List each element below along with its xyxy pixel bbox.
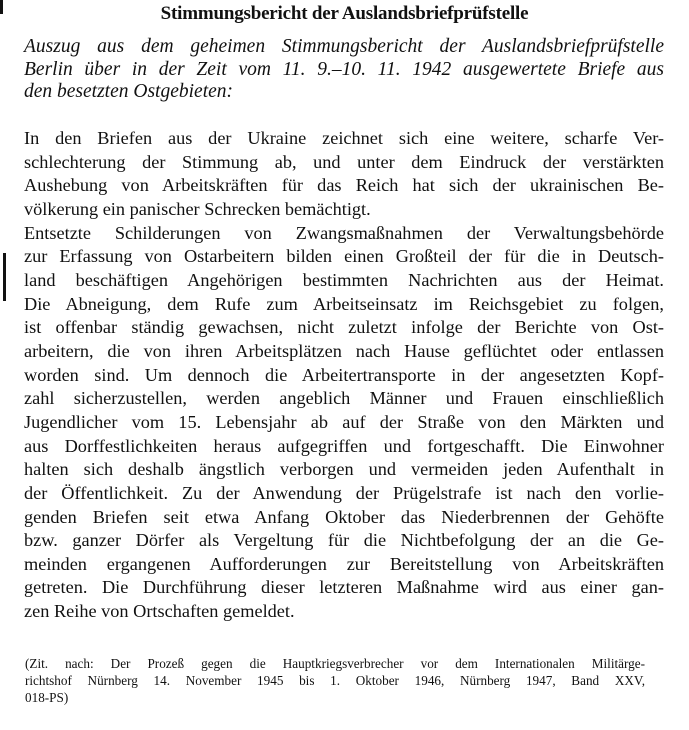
body-line: zur Erfassung von Ostarbeitern bilden einen Großteil der für die in Deutsch- xyxy=(24,246,664,267)
body-line: ist offenbar ständig gewachsen, nicht zuletzt infolge der Berichte von Ost- xyxy=(24,317,664,338)
body-line: zen Reihe von Ortschaften gemeldet. xyxy=(24,601,295,622)
scan-edge-mark xyxy=(3,253,6,301)
body-line: halten sich deshalb ängstlich verborgen und vermeiden jeden Aufenthalt in xyxy=(24,459,664,480)
body-line: schlechterung der Stimmung ab, und unter dem Eindruck der verstärkten xyxy=(24,151,664,172)
body-line: Jugendlicher vom 15. Lebensjahr ab auf der Straße von den Märkten und xyxy=(24,411,664,432)
body-paragraph xyxy=(24,127,664,222)
body-line: der Öffentlichkeit. Zu der Anwendung der Prügelstrafe ist nach den vorlie- xyxy=(24,482,664,503)
body-line: genden Briefen seit etwa Anfang Oktober das Niederbrennen der Gehöfte xyxy=(24,506,664,527)
body-text xyxy=(24,127,664,624)
body-line: Die Abneigung, dem Rufe zum Arbeitseinsatz im Reichsgebiet zu folgen, xyxy=(24,293,664,314)
body-line: In den Briefen aus der Ukraine zeichnet sich eine weitere, scharfe Ver- xyxy=(24,128,664,148)
body-paragraph xyxy=(24,222,664,624)
lead-line: den besetzten Ostgebieten: xyxy=(24,81,234,102)
body-line: aus Dorffestlichkeiten heraus aufgegriffen und fortgeschafft. Die Einwohner xyxy=(24,435,664,456)
body-line: arbeitern, die von ihren Arbeitsplätzen nach Hause geflüchtet oder entlassen xyxy=(24,340,664,361)
lead-line: Auszug aus dem geheimen Stimmungsbericht der Auslandsbriefprüfstelle xyxy=(24,36,664,57)
document-title: Stimmungsbericht der Auslandsbriefprüfstelle xyxy=(160,3,529,24)
citation-line: 018-PS) xyxy=(25,690,69,705)
body-line: land beschäftigen Angehörigen bestimmten Nachrichten aus der Heimat. xyxy=(24,269,664,290)
citation-line: (Zit. nach: Der Prozeß gegen die Hauptkriegsverbrecher vor dem Internationalen Militärge- xyxy=(25,656,645,671)
citation-line: richtshof Nürnberg 14. November 1945 bis 1. Oktober 1946, Nürnberg 1947, Band XXV, xyxy=(25,673,645,688)
body-line: worden sind. Um dennoch die Arbeitertransporte in der angesetzten Kopf- xyxy=(24,364,664,385)
body-line: zahl sicherzustellen, werden angeblich Männer und Frauen einschließlich xyxy=(24,388,664,409)
body-line: Entsetzte Schilderungen von Zwangsmaßnahmen der Verwaltungsbehörde xyxy=(24,222,664,243)
body-line: bzw. ganzer Dörfer als Vergeltung für die Nichtbefolgung der an die Ge- xyxy=(24,530,664,551)
body-line: meinden ergangenen Aufforderungen zur Bereitstellung von Arbeitskräften xyxy=(24,553,664,574)
lead-paragraph xyxy=(24,36,664,104)
body-line: völkerung ein panischer Schrecken bemächtigt. xyxy=(24,198,371,219)
body-line: getreten. Die Durchführung dieser letzteren Maßnahme wird aus einer gan- xyxy=(24,577,664,598)
body-line: Aushebung von Arbeitskräften für das Reich hat sich der ukrainischen Be- xyxy=(24,175,664,196)
lead-line: Berlin über in der Zeit vom 11. 9.–10. 11. 1942 ausgewertete Briefe aus xyxy=(24,58,664,80)
source-citation xyxy=(25,655,645,706)
